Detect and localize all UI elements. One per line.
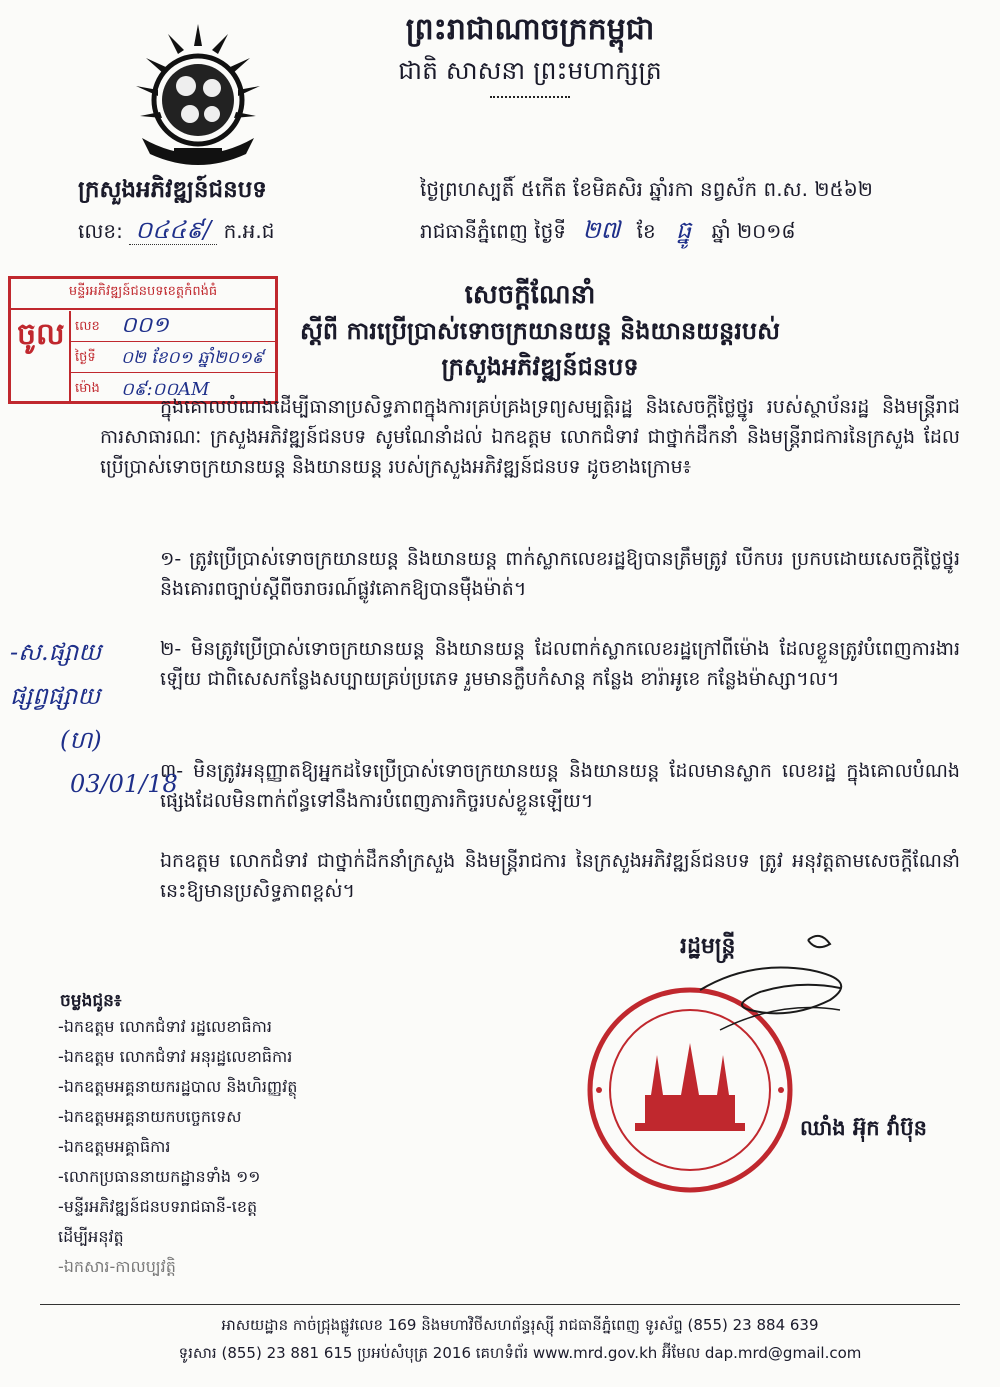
instruction-item-1: ១- ត្រូវប្រើប្រាស់ទោចក្រយានយន្ត និងយានយន្ត ពាក់ស្លាកលេខរដ្ឋឱ្យបានត្រឹមត្រូវ បើកបរ ប្រកបដោយសេចក្ដីថ្លៃថ្នូរ និងគោរពច្បាប់ស្ដីពីចរាចរណ៍ផ្លូវគោកឱ្យបានម៉ឺងម៉ាត់។ <box>160 548 960 600</box>
footer-address: អាសយដ្ឋាន កាច់ជ្រុងផ្លូវលេខ 169 និងមហាវិថីសហព័ន្ធរុស្ស៊ី រាជធានីភ្នំពេញ ទូរស័ព្ទ (855) 23 884 639 <box>221 1316 819 1334</box>
date-day: ២៧ <box>582 216 621 244</box>
year-label: ឆ្នាំ <box>711 219 731 243</box>
stamp-time-label: ម៉ោង <box>75 381 100 396</box>
cc-item: -ឯកឧត្តមអគ្គនាយករដ្ឋបាល និងហិរញ្ញវត្ថុ <box>58 1077 298 1096</box>
cc-item: -ឯកឧត្តម លោកជំទាវ រដ្ឋលេខាធិការ <box>58 1017 272 1036</box>
stamp-number-label: លេខ <box>75 319 100 334</box>
subject-line-2: ក្រសួងអភិវឌ្ឍន៍ជនបទ <box>441 353 639 381</box>
margin-note-line-2: ផ្សព្វផ្សាយ <box>10 682 101 710</box>
cc-item: -មន្ទីរអភិវឌ្ឍន៍ជនបទរាជធានី-ខេត្ត <box>58 1197 258 1216</box>
cc-item: -ឯកឧត្តមអគ្គនាយកបច្ចេកទេស <box>58 1107 242 1126</box>
intro-paragraph: ក្នុងគោលបំណងដើម្បីធានាប្រសិទ្ធភាពក្នុងការគ្រប់គ្រងទ្រព្យសម្បត្តិរដ្ឋ និងសេចក្ដីថ្លៃថ្នូរ របស់ស្ថាប័នរដ្ឋ និងមន្ត្រីរាជការសាធារណៈ ក្រសួងអភិវឌ្ឍន៍ជនបទ សូមណែនាំដល់ ឯកឧត្តម លោកជំទាវ ជាថ្នាក់ដឹកនាំ និងមន្ត្រីរាជការនៃក្រសួង ដែលប្រើប្រាស់ទោចក្រយានយន្ត និងយានយន្ត របស់ក្រសួងអភិវឌ្ឍន៍ជនបទ ដូចខាងក្រោម៖ <box>100 396 960 478</box>
margin-note-line-3: (ហ) <box>60 726 102 754</box>
date-month: ធ្នូ <box>676 216 692 244</box>
margin-note-line-1: -ស.ផ្សាយ <box>10 638 102 666</box>
national-motto: ជាតិ សាសនា ព្រះមហាក្សត្រ <box>398 56 662 85</box>
closing-paragraph: ឯកឧត្តម លោកជំទាវ ជាថ្នាក់ដឹកនាំក្រសួង និងមន្ត្រីរាជការ នៃក្រសួងអភិវឌ្ឍន៍ជនបទ ត្រូវ អនុវត្តតាមសេចក្ដីណែនាំនេះឱ្យមានប្រសិទ្ធភាពខ្ពស់។ <box>160 850 960 902</box>
lunar-date: ថ្ងៃព្រហស្បតិ៍ ៥កើត ខែមិគសិរ ឆ្នាំរកា នព្វស័ក ព.ស. ២៥៦២ <box>420 177 873 201</box>
ministry-emblem-logo <box>128 20 268 170</box>
ref-number: ០៤៤៩/ <box>129 216 217 245</box>
signatory-role: រដ្ឋមន្ត្រី <box>680 934 736 959</box>
city-date-line <box>420 215 796 250</box>
instruction-item-3: ៣- មិនត្រូវអនុញ្ញាតឱ្យអ្នកដទៃប្រើប្រាស់ទោចក្រយានយន្ត និងយានយន្ត ដែលមានស្លាក លេខរដ្ឋ ក្នុងគោលបំណងផ្សេងដែលមិនពាក់ព័ន្ធទៅនឹងការបំពេញភារកិច្ចរបស់ខ្លួនឡើយ។ <box>160 760 960 812</box>
motto-ornament <box>490 96 570 104</box>
footer-contact: ទូរសារ (855) 23 881 615 ប្រអប់សំបុត្រ 2016 គេហទំព័រ www.mrd.gov.kh អ៊ីមែល dap.mrd@gmail.com <box>178 1344 862 1362</box>
stamp-time-value: ០៩:០០AM <box>121 379 210 400</box>
handwritten-margin-note <box>10 630 178 806</box>
cc-item: ដើម្បីអនុវត្ត <box>58 1227 124 1246</box>
stamp-date-value: ០២ ខែ០១ ឆ្នាំ២០១៩ <box>121 348 264 368</box>
instruction-item-2: ២- មិនត្រូវប្រើប្រាស់ទោចក្រយានយន្ត និងយានយន្ត ដែលពាក់ស្លាកលេខរដ្ឋក្រៅពីម៉ោង ដែលខ្លួនត្រូវបំពេញការងារឡើយ ជាពិសេសកន្លែងសប្បាយគ្រប់ប្រភេទ រួមមានក្លឹបកំសាន្ត កន្លែង ខារ៉ាអូខេ កន្លែងម៉ាស្សា។ល។ <box>160 638 960 690</box>
document-type-title: សេចក្ដីណែនាំ <box>464 280 596 310</box>
date-year: ២០១៨ <box>737 219 796 243</box>
ref-label: លេខ: <box>78 219 123 243</box>
handwritten-signature <box>690 930 860 1080</box>
stamp-number-value: ០០១ <box>121 313 169 338</box>
cc-item: -ឯកឧត្តម លោកជំទាវ អនុរដ្ឋលេខាធិការ <box>58 1047 293 1066</box>
cc-item: -លោកប្រធាននាយកដ្ឋានទាំង ១១ <box>58 1167 261 1186</box>
footer-divider <box>40 1304 960 1305</box>
ref-suffix: ក.អ.ជ <box>223 219 275 243</box>
subject-line-1: ស្ដីពី ការប្រើប្រាស់ទោចក្រយានយន្ត និងយានយន្តរបស់ <box>300 317 780 345</box>
cc-title: ចម្លងជូន៖ <box>60 991 122 1011</box>
stamp-received-word: ចូល <box>17 317 65 352</box>
stamp-header: មន្ទីរអភិវឌ្ឍន៍ជនបទខេត្តកំពង់ធំ <box>11 283 275 310</box>
reference-line <box>78 215 274 250</box>
cc-item: -ឯកឧត្តមអគ្គាធិការ <box>58 1137 171 1156</box>
received-stamp <box>8 276 278 404</box>
city-date-prefix: រាជធានីភ្នំពេញ ថ្ងៃទី <box>420 219 567 243</box>
month-label: ខែ <box>636 219 656 243</box>
kingdom-heading: ព្រះរាជាណាចក្រកម្ពុជា <box>405 12 655 47</box>
ministry-name: ក្រសួងអភិវឌ្ឍន៍ជនបទ <box>78 177 267 203</box>
stamp-date-label: ថ្ងៃទី <box>75 350 96 365</box>
signatory-name: ឈាំង អ៊ុក វាំប៊ុន <box>800 1116 927 1140</box>
cc-item: -ឯកសារ-កាលប្បវត្តិ <box>58 1257 176 1276</box>
margin-note-date: 03/01/18 <box>70 770 178 798</box>
